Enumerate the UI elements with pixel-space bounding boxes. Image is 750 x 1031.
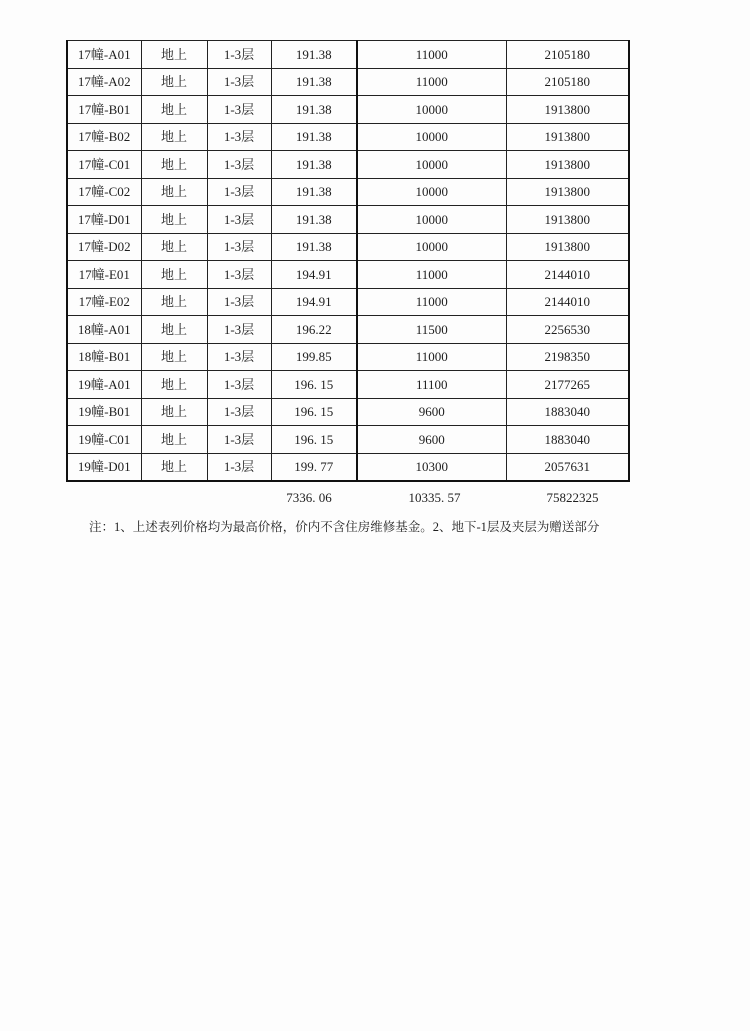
cell-floors: 1-3层 [207, 96, 271, 124]
cell-floors: 1-3层 [207, 288, 271, 316]
cell-total: 1913800 [506, 151, 629, 179]
cell-area: 191.38 [271, 206, 357, 234]
cell-floors: 1-3层 [207, 123, 271, 151]
cell-price: 10000 [357, 178, 506, 206]
cell-price: 9600 [357, 426, 506, 454]
cell-price: 11500 [357, 316, 506, 344]
total-amount: 75822325 [546, 490, 599, 505]
cell-total: 2105180 [506, 41, 629, 69]
cell-unit: 18幢-A01 [67, 316, 141, 344]
table-row [67, 316, 629, 344]
cell-price: 10000 [357, 151, 506, 179]
cell-position: 地上 [141, 41, 207, 69]
totals-row [270, 489, 628, 507]
cell-floors: 1-3层 [207, 371, 271, 399]
cell-total: 2144010 [506, 288, 629, 316]
cell-area: 196. 15 [271, 398, 357, 426]
cell-price: 10000 [357, 123, 506, 151]
cell-total: 1913800 [506, 123, 629, 151]
cell-total: 2198350 [506, 343, 629, 371]
cell-total: 2177265 [506, 371, 629, 399]
cell-price: 10000 [357, 233, 506, 261]
cell-unit: 17幢-E02 [67, 288, 141, 316]
table-row [67, 343, 629, 371]
cell-position: 地上 [141, 178, 207, 206]
table-row [67, 233, 629, 261]
cell-total: 1913800 [506, 178, 629, 206]
cell-floors: 1-3层 [207, 316, 271, 344]
cell-unit: 17幢-C01 [67, 151, 141, 179]
cell-floors: 1-3层 [207, 151, 271, 179]
table-row [67, 178, 629, 206]
cell-unit: 17幢-C02 [67, 178, 141, 206]
cell-position: 地上 [141, 206, 207, 234]
cell-position: 地上 [141, 371, 207, 399]
cell-unit: 17幢-B02 [67, 123, 141, 151]
cell-total: 1913800 [506, 96, 629, 124]
cell-position: 地上 [141, 316, 207, 344]
cell-total: 1883040 [506, 426, 629, 454]
cell-area: 199. 77 [271, 453, 357, 481]
average-price: 10335. 57 [408, 490, 461, 505]
cell-area: 191.38 [271, 123, 357, 151]
table-row [67, 151, 629, 179]
cell-price: 11100 [357, 371, 506, 399]
cell-floors: 1-3层 [207, 41, 271, 69]
table-row [67, 123, 629, 151]
table-row [67, 261, 629, 289]
table-row [67, 288, 629, 316]
cell-total: 1913800 [506, 206, 629, 234]
cell-area: 191.38 [271, 178, 357, 206]
cell-price: 11000 [357, 41, 506, 69]
cell-floors: 1-3层 [207, 206, 271, 234]
cell-price: 11000 [357, 343, 506, 371]
cell-position: 地上 [141, 398, 207, 426]
cell-unit: 17幢-D01 [67, 206, 141, 234]
cell-position: 地上 [141, 343, 207, 371]
cell-price: 11000 [357, 68, 506, 96]
cell-price: 11000 [357, 288, 506, 316]
table-row [67, 206, 629, 234]
table-row [67, 398, 629, 426]
cell-position: 地上 [141, 96, 207, 124]
cell-position: 地上 [141, 426, 207, 454]
table-row [67, 426, 629, 454]
cell-unit: 17幢-A02 [67, 68, 141, 96]
table-row [67, 41, 629, 69]
cell-area: 194.91 [271, 288, 357, 316]
cell-unit: 17幢-E01 [67, 261, 141, 289]
cell-price: 9600 [357, 398, 506, 426]
cell-floors: 1-3层 [207, 261, 271, 289]
table-row [67, 96, 629, 124]
cell-area: 196. 15 [271, 371, 357, 399]
cell-floors: 1-3层 [207, 453, 271, 481]
cell-area: 196.22 [271, 316, 357, 344]
cell-position: 地上 [141, 453, 207, 481]
cell-area: 194.91 [271, 261, 357, 289]
cell-total: 2057631 [506, 453, 629, 481]
cell-position: 地上 [141, 151, 207, 179]
table-row [67, 371, 629, 399]
cell-position: 地上 [141, 261, 207, 289]
cell-total: 1883040 [506, 398, 629, 426]
footnote: 注：1、上述表列价格均为最高价格，价内不含住房维修基金。2、地下-1层及夹层为赠送部分 [89, 520, 600, 534]
cell-price: 10000 [357, 96, 506, 124]
total-area: 7336. 06 [286, 490, 332, 505]
price-table-body [67, 41, 629, 482]
table-row [67, 68, 629, 96]
cell-floors: 1-3层 [207, 178, 271, 206]
cell-position: 地上 [141, 123, 207, 151]
cell-area: 199.85 [271, 343, 357, 371]
cell-floors: 1-3层 [207, 68, 271, 96]
cell-price: 10000 [357, 206, 506, 234]
cell-area: 191.38 [271, 41, 357, 69]
cell-position: 地上 [141, 233, 207, 261]
cell-total: 1913800 [506, 233, 629, 261]
cell-area: 191.38 [271, 151, 357, 179]
cell-total: 2256530 [506, 316, 629, 344]
cell-floors: 1-3层 [207, 233, 271, 261]
cell-unit: 19幢-A01 [67, 371, 141, 399]
cell-total: 2144010 [506, 261, 629, 289]
cell-area: 196. 15 [271, 426, 357, 454]
cell-position: 地上 [141, 68, 207, 96]
cell-price: 11000 [357, 261, 506, 289]
price-table [66, 40, 630, 482]
table-row [67, 453, 629, 481]
cell-area: 191.38 [271, 233, 357, 261]
cell-unit: 17幢-D02 [67, 233, 141, 261]
cell-total: 2105180 [506, 68, 629, 96]
cell-unit: 19幢-D01 [67, 453, 141, 481]
cell-area: 191.38 [271, 68, 357, 96]
cell-unit: 17幢-A01 [67, 41, 141, 69]
cell-unit: 18幢-B01 [67, 343, 141, 371]
cell-area: 191.38 [271, 96, 357, 124]
cell-floors: 1-3层 [207, 398, 271, 426]
cell-unit: 19幢-B01 [67, 398, 141, 426]
cell-price: 10300 [357, 453, 506, 481]
cell-unit: 19幢-C01 [67, 426, 141, 454]
cell-floors: 1-3层 [207, 343, 271, 371]
cell-unit: 17幢-B01 [67, 96, 141, 124]
cell-position: 地上 [141, 288, 207, 316]
cell-floors: 1-3层 [207, 426, 271, 454]
